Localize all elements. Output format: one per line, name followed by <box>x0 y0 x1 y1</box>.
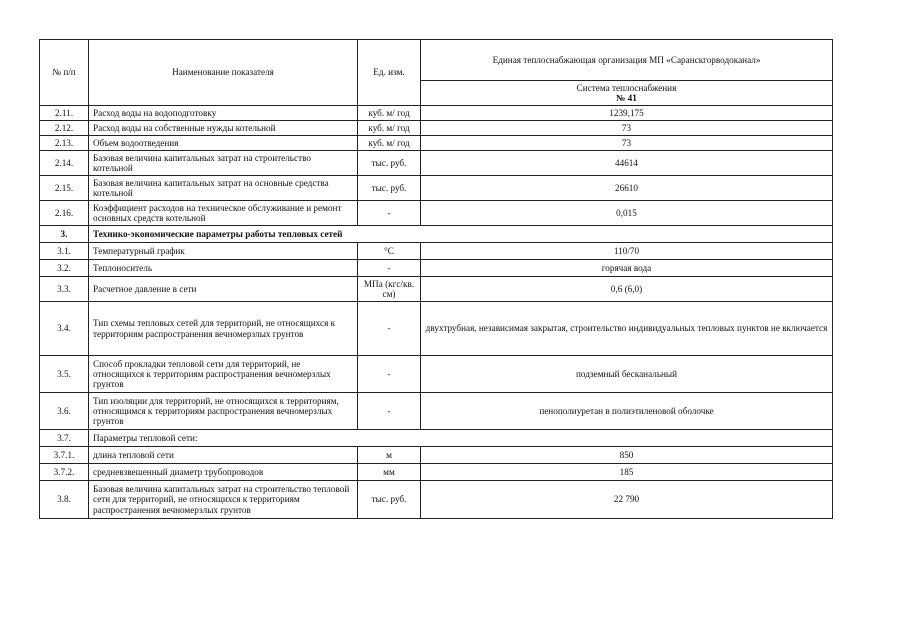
row-number: 3. <box>40 226 89 243</box>
unit-cell: куб. м/ год <box>358 121 421 136</box>
indicator-name: Способ прокладки тепловой сети для территорий, не относящихся к территориям распространения вечномерзлых грунтов <box>89 356 358 393</box>
table-row <box>40 136 833 151</box>
row-number: 2.12. <box>40 121 89 136</box>
table-row <box>40 151 833 176</box>
value-cell: 185 <box>421 464 833 481</box>
unit-cell: мм <box>358 464 421 481</box>
unit-cell: °С <box>358 243 421 260</box>
indicator-name: Базовая величина капитальных затрат на строительство котельной <box>89 151 358 176</box>
unit-cell: - <box>358 302 421 356</box>
section-title: Параметры тепловой сети: <box>89 430 833 447</box>
unit-cell: - <box>358 393 421 430</box>
indicator-name: Тип изоляции для территорий, не относящихся к территориям, относящимся к территориям распространения вечномерзлых грунтов <box>89 393 358 430</box>
value-cell: 0,6 (6,0) <box>421 277 833 302</box>
indicator-name: Расход воды на собственные нужды котельной <box>89 121 358 136</box>
unit-cell: МПа (кгс/кв. см) <box>358 277 421 302</box>
row-number: 2.16. <box>40 201 89 226</box>
value-cell: 73 <box>421 121 833 136</box>
indicator-name: Базовая величина капитальных затрат на основные средства котельной <box>89 176 358 201</box>
unit-cell: тыс. руб. <box>358 151 421 176</box>
table-row <box>40 226 833 243</box>
row-number: 3.1. <box>40 243 89 260</box>
header-system-title: Система теплоснабжения <box>576 82 677 93</box>
unit-cell: куб. м/ год <box>358 106 421 121</box>
value-cell: 44614 <box>421 151 833 176</box>
row-number: 3.7. <box>40 430 89 447</box>
row-number: 3.8. <box>40 481 89 519</box>
indicator-name: Объем водоотведения <box>89 136 358 151</box>
unit-cell: - <box>358 356 421 393</box>
table-row <box>40 121 833 136</box>
row-number: 2.15. <box>40 176 89 201</box>
table-row <box>40 243 833 260</box>
row-number: 3.7.1. <box>40 447 89 464</box>
unit-cell: - <box>358 260 421 277</box>
table-row <box>40 393 833 430</box>
header-system-number: № 41 <box>616 93 637 103</box>
table-row <box>40 447 833 464</box>
value-cell: 850 <box>421 447 833 464</box>
indicators-table <box>39 39 833 519</box>
header-num: № п/п <box>40 40 89 106</box>
row-number: 2.14. <box>40 151 89 176</box>
indicator-name: средневзвешенный диаметр трубопроводов <box>89 464 358 481</box>
row-number: 3.2. <box>40 260 89 277</box>
table-row <box>40 302 833 356</box>
header-system <box>421 81 833 106</box>
row-number: 3.5. <box>40 356 89 393</box>
value-cell: 0,015 <box>421 201 833 226</box>
indicator-name: Температурный график <box>89 243 358 260</box>
header-name: Наименование показателя <box>89 40 358 106</box>
value-cell: горячая вода <box>421 260 833 277</box>
table-row <box>40 201 833 226</box>
indicator-name: Коэффициент расходов на техническое обслуживание и ремонт основных средств котельной <box>89 201 358 226</box>
indicator-name: Расчетное давление в сети <box>89 277 358 302</box>
indicator-name: длина тепловой сети <box>89 447 358 464</box>
table-row <box>40 106 833 121</box>
value-cell: 26610 <box>421 176 833 201</box>
table-row <box>40 260 833 277</box>
value-cell: подземный бесканальный <box>421 356 833 393</box>
value-cell: 22 790 <box>421 481 833 519</box>
value-cell: 110/70 <box>421 243 833 260</box>
section-title: Технико-экономические параметры работы тепловых сетей <box>89 226 833 243</box>
table-row <box>40 481 833 519</box>
row-number: 3.7.2. <box>40 464 89 481</box>
indicator-name: Расход воды на водоподготовку <box>89 106 358 121</box>
value-cell: двухтрубная, независимая закрытая, строительство индивидуальных тепловых пунктов не включается <box>421 302 833 356</box>
unit-cell: тыс. руб. <box>358 176 421 201</box>
value-cell: пенополиуретан в полиэтиленовой оболочке <box>421 393 833 430</box>
table-row <box>40 464 833 481</box>
unit-cell: куб. м/ год <box>358 136 421 151</box>
indicator-name: Тип схемы тепловых сетей для территорий, не относящихся к территориям распространения вечномерзлых грунтов <box>89 302 358 356</box>
table-row <box>40 356 833 393</box>
header-unit: Ед. изм. <box>358 40 421 106</box>
unit-cell: - <box>358 201 421 226</box>
value-cell: 73 <box>421 136 833 151</box>
row-number: 3.6. <box>40 393 89 430</box>
indicator-name: Теплоноситель <box>89 260 358 277</box>
row-number: 2.13. <box>40 136 89 151</box>
value-cell: 1239,175 <box>421 106 833 121</box>
header-row <box>40 40 833 81</box>
row-number: 3.4. <box>40 302 89 356</box>
row-number: 2.11. <box>40 106 89 121</box>
row-number: 3.3. <box>40 277 89 302</box>
table-row <box>40 430 833 447</box>
indicator-name: Базовая величина капитальных затрат на строительство тепловой сети для территорий, не относящихся к территориям распространения вечномерзлых грунтов <box>89 481 358 519</box>
header-org: Единая теплоснабжающая организация МП «Саранскгорводоканал» <box>421 40 833 81</box>
unit-cell: м <box>358 447 421 464</box>
table-row <box>40 176 833 201</box>
unit-cell: тыс. руб. <box>358 481 421 519</box>
table-row <box>40 277 833 302</box>
